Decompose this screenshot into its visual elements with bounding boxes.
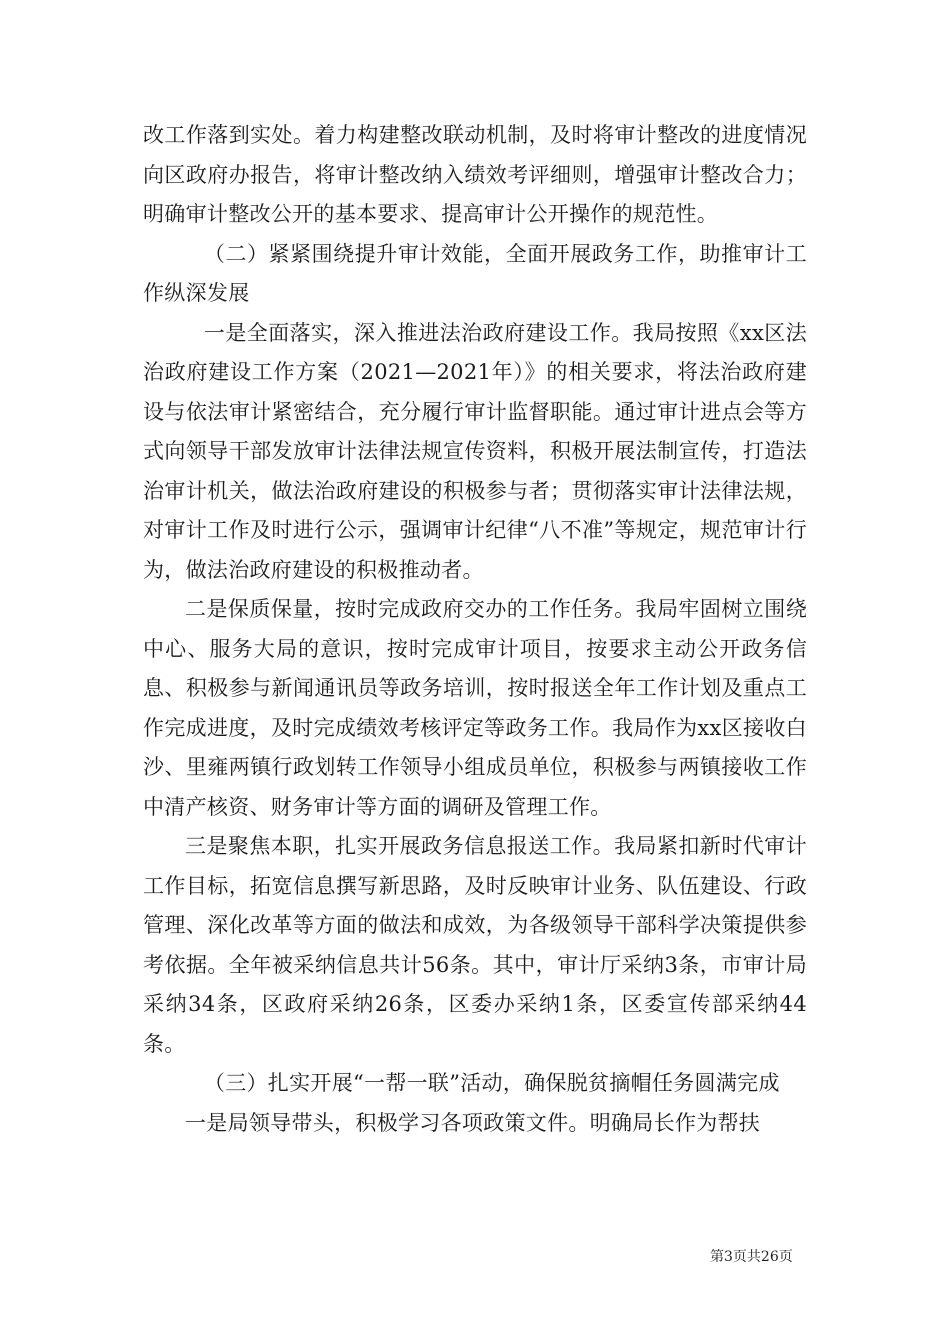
paragraph-continuation: 改工作落到实处。着力构建整改联动机制，及时将审计整改的进度情况向区政府办报告，将审计整改纳入绩效考评细则，增强审计整改合力；明确审计整改公开的基本要求、提高审计公开操作的规范性。 [143, 123, 807, 226]
document-body [143, 116, 807, 1143]
paragraph-rule-of-law: 一是全面落实，深入推进法治政府建设工作。我局按照《xx区法治政府建设工作方案（2021—2021年）》的相关要求，将法治政府建设与依法审计紧密结合，充分履行审计监督职能。通过审计进点会等方式向领导干部发放审计法律法规宣传资料，积极开展法制宣传，打造法治审计机关，做法治政府建设的积极参与者；贯彻落实审计法律法规，对审计工作及时进行公示，强调审计纪律“八不准”等规定，规范审计行为，做法治政府建设的积极推动者。 [143, 320, 807, 582]
page-number: 第3页共26页 [710, 1249, 793, 1265]
paragraph-government-tasks: 二是保质保量，按时完成政府交办的工作任务。我局牢固树立围绕中心、服务大局的意识，按时完成审计项目，按要求主动公开政务信息、积极参与新闻通讯员等政务培训，按时报送全年工作计划及重点工作完成进度，及时完成绩效考核评定等政务工作。我局作为xx区接收白沙、里雍两镇行政划转工作领导小组成员单位，积极参与两镇接收工作中清产核资、财务审计等方面的调研及管理工作。 [143, 597, 807, 819]
section-heading-3: （三）扎实开展“一帮一联”活动，确保脱贫摘帽任务圆满完成 [203, 1071, 780, 1095]
paragraph-leadership: 一是局领导带头，积极学习各项政策文件。明确局长作为帮扶 [185, 1110, 761, 1135]
section-heading-2: （二）紧紧围绕提升审计效能，全面开展政务工作，助推审计工作纵深发展 [143, 241, 807, 305]
paragraph-information-reporting: 三是聚焦本职，扎实开展政务信息报送工作。我局紧扣新时代审计工作目标，拓宽信息撰写新思路，及时反映审计业务、队伍建设、行政管理、深化改革等方面的做法和成效，为各级领导干部科学决策提供参考依据。全年被采纳信息共计56条。其中，审计厅采纳3条，市审计局采纳34条，区政府采纳26条，区委办采纳1条，区委宣传部采纳44条。 [143, 834, 807, 1056]
